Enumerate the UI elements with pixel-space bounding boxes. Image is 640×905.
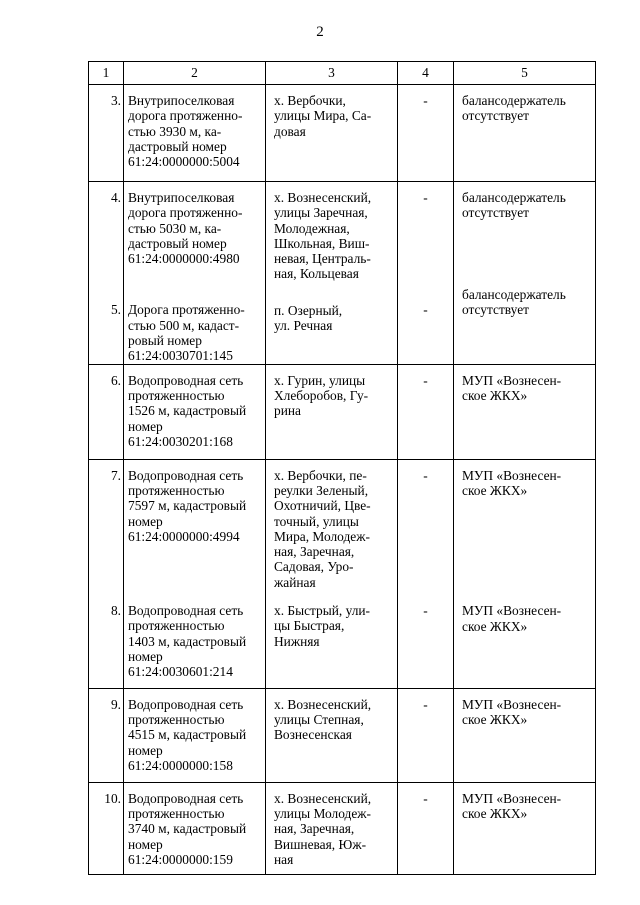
balance-holder-line: ское ЖКХ» — [462, 387, 528, 403]
object-name-line: 1526 м, кадастровый — [128, 403, 247, 419]
location-line: Молодежная, — [274, 220, 350, 236]
row-number-cell — [89, 364, 124, 459]
row-number-cell — [89, 85, 124, 182]
location-cell — [266, 85, 398, 182]
location-cell — [266, 782, 398, 874]
object-name-line: 7597 м, кадастровый — [128, 498, 247, 514]
balance-holder-cell — [454, 782, 596, 874]
location-line: улицы Мира, Са- — [274, 108, 372, 124]
page-number: 2 — [316, 24, 324, 40]
object-name-line: 61:24:0030201:168 — [128, 433, 233, 449]
object-name-cell — [124, 85, 266, 182]
balance-holder-line: отсутствует — [462, 301, 529, 317]
location-line: Вознесенская — [274, 727, 352, 743]
balance-holder-line: балансодержатель — [462, 93, 566, 108]
location-line: Охотничий, Цве- — [274, 498, 371, 514]
balance-holder-line: ское ЖКХ» — [462, 805, 528, 821]
object-name-line: 4515 м, кадастровый — [128, 727, 247, 743]
location-line: х. Вербочки, пе- — [274, 467, 367, 483]
location-line: Мира, Молодеж- — [274, 528, 370, 544]
dash-value: - — [423, 467, 428, 483]
object-name-line: Внутрипоселковая — [128, 190, 235, 205]
location-line: точный, улицы — [274, 513, 359, 529]
dash-value: - — [423, 790, 428, 806]
dash-value: - — [423, 190, 428, 205]
balance-holder-line: ское ЖКХ» — [462, 711, 528, 727]
object-name-line: 61:24:0000000:4980 — [128, 251, 240, 267]
object-name-line: 3740 м, кадастровый — [128, 821, 247, 837]
object-name-line: протяженностью — [128, 387, 225, 403]
dash-value: - — [423, 302, 428, 318]
object-name-line: ровый номер — [128, 333, 202, 349]
object-name-line: Водопроводная сеть — [128, 467, 244, 483]
balance-holder-line: ское ЖКХ» — [462, 618, 528, 634]
balance-holder-line: МУП «Вознесен- — [462, 467, 562, 483]
column-4-cell — [398, 688, 454, 782]
row-number-cell — [89, 688, 124, 782]
location-line: улицы Заречная, — [274, 205, 368, 221]
object-name-line: 61:24:0000000:4994 — [128, 528, 240, 544]
object-name-line: Водопроводная сеть — [128, 790, 244, 806]
balance-holder-line: ское ЖКХ» — [462, 482, 528, 498]
balance-holder-cell — [454, 459, 596, 688]
column-header: 1 — [89, 62, 124, 85]
column-4-cell — [398, 182, 454, 365]
column-4-cell — [398, 459, 454, 688]
table-row — [89, 459, 596, 688]
balance-holder-line: МУП «Вознесен- — [462, 603, 562, 619]
balance-holder-cell — [454, 364, 596, 459]
location-line: п. Озерный, — [274, 302, 343, 318]
object-name-line: 61:24:0030701:145 — [128, 348, 233, 364]
object-name-line: 61:24:0000000:5004 — [128, 154, 240, 170]
object-name-line: стью 3930 м, ка- — [128, 123, 222, 139]
object-name-line: Дорога протяженно- — [128, 302, 245, 318]
object-name-line: номер — [128, 742, 163, 758]
object-name-cell — [124, 688, 266, 782]
balance-holder-line: балансодержатель — [462, 286, 566, 302]
location-line: х. Вербочки, — [274, 93, 346, 108]
table-row — [89, 182, 596, 365]
location-line: улицы Молодеж- — [274, 805, 372, 821]
dash-value: - — [423, 696, 428, 712]
object-name-cell — [124, 182, 266, 365]
object-name-line: Водопроводная сеть — [128, 696, 244, 712]
location-line: реулки Зеленый, — [274, 482, 369, 498]
location-line: Садовая, Уро- — [274, 559, 354, 575]
row-number: 10. — [104, 790, 121, 806]
object-name-line: стью 5030 м, ка- — [128, 220, 222, 236]
location-line: ная, Заречная, — [274, 544, 355, 560]
object-name-line: протяженностью — [128, 618, 225, 634]
object-name-line: номер — [128, 418, 163, 434]
column-header: 5 — [454, 62, 596, 85]
object-name-line: Водопроводная сеть — [128, 372, 244, 388]
column-4-cell — [398, 364, 454, 459]
column-header: 3 — [266, 62, 398, 85]
balance-holder-cell — [454, 182, 596, 365]
row-number: 7. — [110, 467, 121, 483]
location-cell — [266, 459, 398, 688]
object-name-line: Водопроводная сеть — [128, 603, 244, 619]
column-4-cell — [398, 85, 454, 182]
balance-holder-cell — [454, 688, 596, 782]
balance-holder-line: МУП «Вознесен- — [462, 696, 562, 712]
location-line: довая — [274, 123, 306, 139]
object-name-line: Внутрипоселковая — [128, 93, 235, 108]
location-line: Нижняя — [274, 633, 320, 649]
location-line: х. Вознесенский, — [274, 190, 372, 205]
object-name-line: протяженностью — [128, 711, 225, 727]
location-cell — [266, 182, 398, 365]
row-number: 4. — [110, 190, 121, 205]
object-name-line: протяженностью — [128, 805, 225, 821]
row-number-cell — [89, 459, 124, 688]
object-name-line: 61:24:0000000:158 — [128, 757, 233, 773]
object-name-line: стью 500 м, кадаст- — [128, 317, 240, 333]
location-line: ная — [274, 851, 294, 867]
object-name-cell — [124, 459, 266, 688]
row-number-cell — [89, 782, 124, 874]
location-line: Хлеборобов, Гу- — [274, 387, 369, 403]
row-number: 6. — [110, 372, 121, 388]
row-number: 9. — [110, 696, 121, 712]
location-line: жайная — [274, 574, 316, 590]
table-header-row — [89, 62, 596, 85]
table-row — [89, 85, 596, 182]
balance-holder-cell — [454, 85, 596, 182]
object-name-line: 1403 м, кадастровый — [128, 633, 247, 649]
location-line: цы Быстрая, — [274, 618, 345, 634]
location-line: Школьная, Виш- — [274, 235, 370, 251]
location-line: невая, Централь- — [274, 251, 371, 267]
balance-holder-line: отсутствует — [462, 108, 529, 124]
dash-value: - — [423, 602, 428, 618]
location-cell — [266, 364, 398, 459]
balance-holder-line: МУП «Вознесен- — [462, 790, 562, 806]
location-line: х. Вознесенский, — [274, 696, 372, 712]
row-number-cell — [89, 182, 124, 365]
object-name-line: дастровый номер — [128, 235, 227, 251]
balance-holder-line: отсутствует — [462, 205, 529, 221]
location-cell — [266, 688, 398, 782]
object-name-line: номер — [128, 513, 163, 529]
object-name-line: протяженностью — [128, 482, 225, 498]
location-line: Вишневая, Юж- — [274, 836, 367, 852]
object-name-line: номер — [128, 836, 163, 852]
object-name-cell — [124, 364, 266, 459]
dash-value: - — [423, 372, 428, 388]
row-number: 3. — [110, 93, 121, 108]
location-line: х. Быстрый, ули- — [274, 603, 371, 619]
table-row — [89, 688, 596, 782]
object-name-line: 61:24:0030601:214 — [128, 664, 233, 680]
location-line: рина — [274, 403, 301, 419]
object-name-line: 61:24:0000000:159 — [128, 851, 233, 867]
dash-value: - — [423, 93, 428, 108]
column-header: 4 — [398, 62, 454, 85]
location-line: ная, Заречная, — [274, 821, 355, 837]
location-line: улицы Степная, — [274, 711, 364, 727]
location-line: ная, Кольцевая — [274, 266, 359, 282]
column-4-cell — [398, 782, 454, 874]
object-name-line: дорога протяженно- — [128, 108, 243, 124]
object-name-cell — [124, 782, 266, 874]
row-number: 8. — [110, 602, 121, 618]
row-number: 5. — [110, 302, 121, 318]
balance-holder-line: балансодержатель — [462, 190, 566, 205]
object-name-line: дастровый номер — [128, 138, 227, 154]
object-name-line: дорога протяженно- — [128, 205, 243, 221]
location-line: х. Гурин, улицы — [274, 372, 366, 388]
location-line: х. Вознесенский, — [274, 790, 372, 806]
location-line: ул. Речная — [274, 318, 333, 334]
table-row — [89, 364, 596, 459]
property-registry-table — [88, 61, 596, 875]
table-row — [89, 782, 596, 874]
column-header: 2 — [124, 62, 266, 85]
balance-holder-line: МУП «Вознесен- — [462, 372, 562, 388]
object-name-line: номер — [128, 649, 163, 665]
